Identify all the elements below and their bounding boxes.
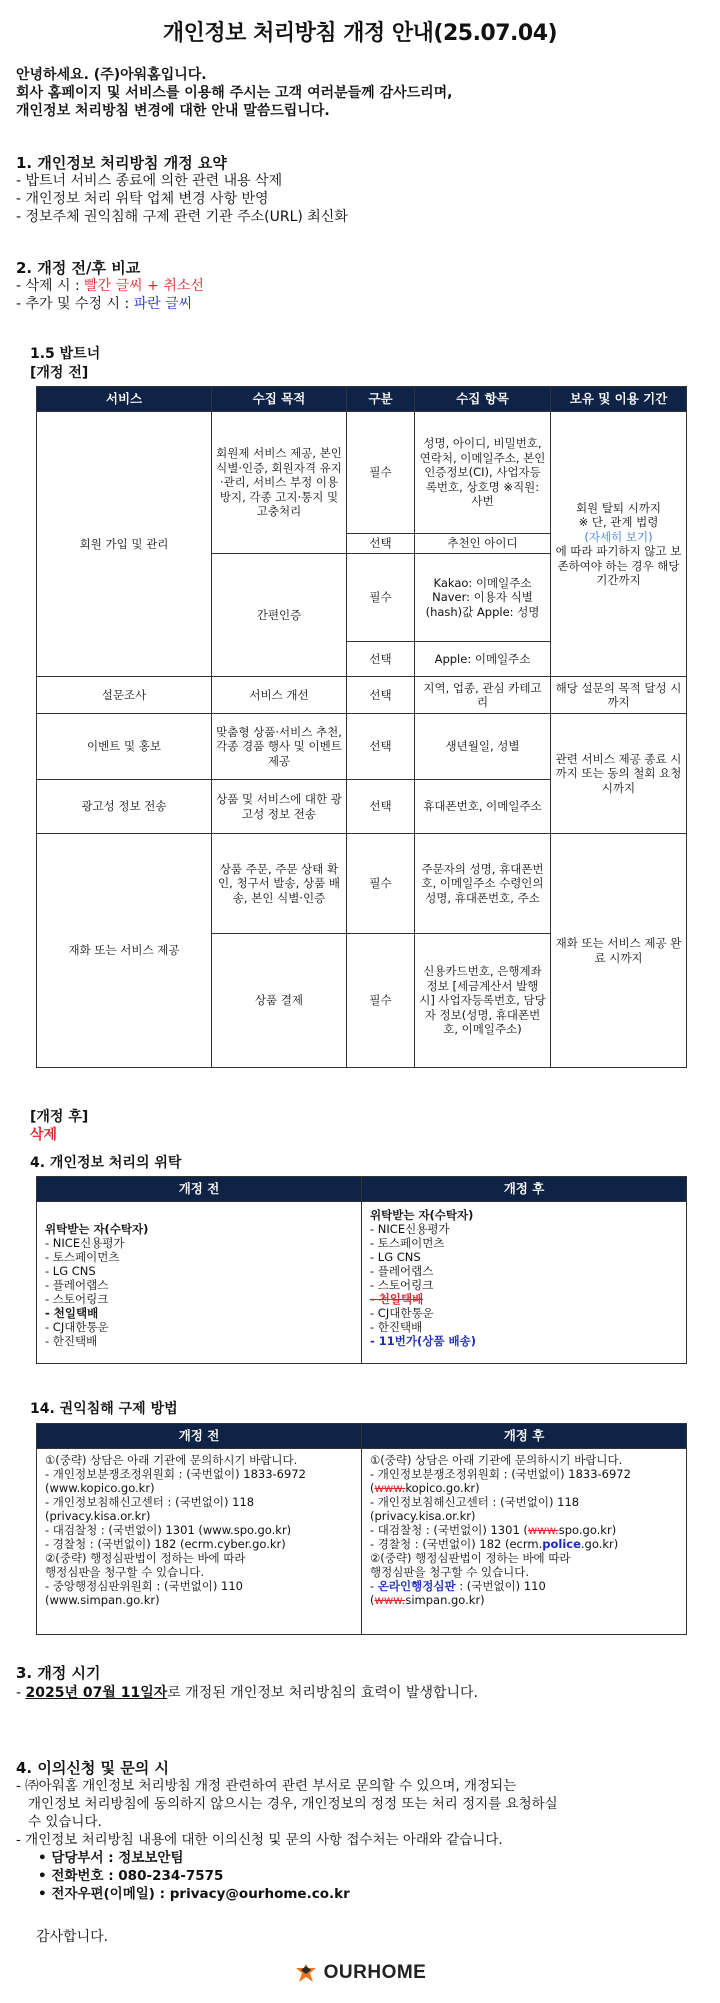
before-label: [개정 전]	[30, 365, 89, 381]
cell-type: 필수	[347, 554, 415, 642]
intro-text	[16, 66, 453, 120]
cell-purpose: 상품 및 서비스에 대한 광고성 정보 전송	[212, 780, 347, 834]
section-1-item: - 정보주체 권익침해 구제 관련 기관 주소(URL) 최신화	[16, 209, 348, 225]
cell-type: 선택	[347, 714, 415, 780]
agency-line: - 개인정보침해신고센터 : (국번없이) 118	[370, 1495, 580, 1509]
inquiry-text: - 개인정보 처리방침 내용에 대한 이의신청 및 문의 사항 접수처는 아래와 같습니다.	[16, 1832, 503, 1848]
url-text: (	[370, 1481, 375, 1495]
before-cell	[37, 1202, 362, 1364]
after-label: [개정 후]	[30, 1109, 89, 1125]
agency-line	[370, 1537, 678, 1551]
intro-line-1: 안녕하세요. (주)아워홈입니다.	[16, 67, 207, 83]
cell-items: 성명, 아이디, 비밀번호, 연락처, 이메일주소, 본인인증정보(CI), 사업자등록번호, 상호명 ※직원: 사번	[415, 412, 551, 534]
contact-phone: • 전화번호 : 080-234-7575	[38, 1868, 224, 1884]
agency-url: (privacy.kisa.or.kr)	[45, 1509, 151, 1523]
remedy-intro: ②(중략) 행정심판법이 정하는 바에 따라	[370, 1551, 571, 1565]
cell-service: 설문조사	[37, 677, 212, 714]
deleted-text: www.	[374, 1593, 406, 1607]
agency-text: - 대검찰청 : (국번없이) 1301 (	[370, 1523, 528, 1537]
after-deleted: 삭제	[30, 1127, 58, 1143]
list-item: - NICE신용평가	[45, 1236, 125, 1250]
cell-type: 선택	[347, 780, 415, 834]
cell-purpose: 상품 주문, 주문 상태 확인, 청구서 발송, 상품 배송, 본인 식별·인증	[212, 834, 347, 934]
legend-add-style: 파란 글씨	[133, 296, 193, 312]
cell-service: 광고성 정보 전송	[37, 780, 212, 834]
deleted-text: www.	[527, 1523, 559, 1537]
col-header-after: 개정 후	[362, 1424, 687, 1449]
after-cell	[362, 1202, 687, 1364]
list-item: - LG CNS	[370, 1250, 421, 1264]
before-cell	[37, 1449, 362, 1635]
list-item: - LG CNS	[45, 1264, 96, 1278]
col-header: 수집 항목	[415, 387, 551, 412]
remedy-intro: ①(중략) 상담은 아래 기관에 문의하시기 바랍니다.	[45, 1453, 298, 1467]
list-item: - 한진택배	[45, 1334, 98, 1348]
section-4-heading: 4. 개인정보 처리의 위탁	[30, 1155, 182, 1171]
effective-date: 2025년 07월 11일자	[25, 1685, 168, 1701]
cell-items: 주문자의 성명, 휴대폰번호, 이메일주소 수령인의 성명, 휴대폰번호, 주소	[415, 834, 551, 934]
cell-retention: 관련 서비스 제공 종료 시까지 또는 동의 철회 요청 시까지	[551, 714, 687, 834]
cell-items: 휴대폰번호, 이메일주소	[415, 780, 551, 834]
cell-purpose: 간편인증	[212, 554, 347, 677]
bullet: -	[16, 1685, 26, 1701]
page-title: 개인정보 처리방침 개정 안내(25.07.04)	[162, 21, 558, 46]
babtner-table	[36, 386, 687, 1068]
agency-text: - 경찰청 : (국번없이) 182 (ecrm.	[370, 1537, 543, 1551]
ourhome-logo-text: OURHOME	[323, 1962, 427, 1983]
inquiry-body	[16, 1777, 706, 1903]
cell-purpose: 맞춤형 상품·서비스 추천, 각종 경품 행사 및 이벤트 제공	[212, 714, 347, 780]
legend-delete-style: 빨간 글씨 + 취소선	[84, 278, 204, 294]
legend-add-label: - 추가 및 수정 시 :	[16, 296, 134, 312]
retention-text: 회원 탈퇴 시까지	[575, 500, 662, 515]
cell-service: 이벤트 및 홍보	[37, 714, 212, 780]
list-item: - 천일택배	[45, 1306, 99, 1320]
added-text: police	[542, 1537, 581, 1551]
section-14-heading: 14. 권익침해 구제 방법	[30, 1401, 178, 1417]
outsourcing-table	[36, 1176, 687, 1364]
inquiry-text: - ㈜아워홈 개인정보 처리방침 개정 관련하여 관련 부서로 문의할 수 있으며, 개정되는	[16, 1778, 517, 1794]
cell-type: 선택	[347, 677, 415, 714]
remedy-table	[36, 1423, 687, 1635]
inquiry-heading: 4. 이의신청 및 문의 시	[16, 1759, 169, 1777]
section-15-heading: 1.5 밥트너	[30, 346, 101, 362]
list-item: - 토스페이먼츠	[45, 1250, 120, 1264]
list-item: - NICE신용평가	[370, 1222, 450, 1236]
cell-service: 회원 가입 및 관리	[37, 412, 212, 677]
consignee-label: 위탁받는 자(수탁자)	[370, 1208, 474, 1222]
intro-line-2: 회사 홈페이지 및 서비스를 이용해 주시는 고객 여러분들께 감사드리며,	[16, 85, 453, 101]
cell-retention	[551, 412, 687, 677]
section-1-item: - 개인정보 처리 위탁 업체 변경 사항 반영	[16, 191, 269, 207]
list-item: - 한진택배	[370, 1320, 423, 1334]
effective-date-text	[16, 1684, 478, 1702]
col-header: 수집 목적	[212, 387, 347, 412]
list-item: - 플레어랩스	[370, 1264, 434, 1278]
inquiry-text: 수 있습니다.	[28, 1814, 102, 1830]
thanks-text: 감사합니다.	[36, 1929, 109, 1945]
cell-type: 필수	[347, 412, 415, 534]
added-item: - 11번가(상품 배송)	[370, 1334, 476, 1348]
retention-text: 에 따라 파기하지 않고 보존하여야 하는 경우 해당 기간까지	[555, 544, 682, 587]
intro-line-3: 개인정보 처리방침 변경에 대한 안내 말씀드립니다.	[16, 103, 330, 119]
contact-dept: • 담당부서 : 정보보안팀	[38, 1850, 184, 1866]
cell-items: 생년월일, 성별	[415, 714, 551, 780]
deleted-item: - 천일택배	[370, 1292, 424, 1306]
agency-line: - 중앙행정심판위원회 : (국번없이) 110	[45, 1579, 243, 1593]
agency-line: - 대검찰청 : (국번없이) 1301 (www.spo.go.kr)	[45, 1523, 292, 1537]
col-header-after: 개정 후	[362, 1177, 687, 1202]
agency-line: - 개인정보분쟁조정위원회 : (국번없이) 1833-6972	[370, 1467, 631, 1481]
url-text: kopico.go.kr)	[405, 1481, 480, 1495]
section-3-heading: 3. 개정 시기	[16, 1664, 101, 1682]
col-header: 서비스	[37, 387, 212, 412]
url-text: spo.go.kr)	[558, 1523, 617, 1537]
ourhome-logo-icon	[294, 1962, 318, 1984]
url-text: (	[370, 1593, 375, 1607]
details-link[interactable]: (자세히 보기)	[584, 529, 653, 544]
after-cell	[362, 1449, 687, 1635]
cell-items: 추천인 아이디	[415, 534, 551, 554]
col-header: 구분	[347, 387, 415, 412]
list-item: - CJ대한통운	[45, 1320, 109, 1334]
legend-delete-label: - 삭제 시 :	[16, 278, 85, 294]
contact-email[interactable]: • 전자우편(이메일) : privacy@ourhome.co.kr	[38, 1886, 350, 1902]
col-header-before: 개정 전	[37, 1177, 362, 1202]
cell-items: 신용카드번호, 은행계좌정보 [세금계산서 발행 시] 사업자등록번호, 담당자 정보(성명, 휴대폰번호, 이메일주소)	[415, 934, 551, 1068]
col-header-before: 개정 전	[37, 1424, 362, 1449]
deleted-text: www.	[374, 1481, 406, 1495]
agency-line: - 개인정보분쟁조정위원회 : (국번없이) 1833-6972	[45, 1467, 306, 1481]
cell-type: 필수	[347, 834, 415, 934]
list-item: - 플레어랩스	[45, 1278, 109, 1292]
cell-service: 재화 또는 서비스 제공	[37, 834, 212, 1068]
cell-items: Apple: 이메일주소	[415, 642, 551, 677]
list-item: - CJ대한통운	[370, 1306, 434, 1320]
ourhome-logo	[0, 1962, 720, 1988]
remedy-intro: ②(중략) 행정심판법이 정하는 바에 따라	[45, 1551, 246, 1565]
agency-line: - 경찰청 : (국번없이) 182 (ecrm.cyber.go.kr)	[45, 1537, 286, 1551]
retention-text: ※ 단, 관계 법령	[578, 515, 659, 529]
agency-url: (www.simpan.go.kr)	[45, 1593, 160, 1607]
remedy-intro: ①(중략) 상담은 아래 기관에 문의하시기 바랍니다.	[370, 1453, 623, 1467]
effective-text: 로 개정된 개인정보 처리방침의 효력이 발생합니다.	[167, 1685, 479, 1701]
cell-type: 선택	[347, 534, 415, 554]
cell-retention: 재화 또는 서비스 제공 완료 시까지	[551, 834, 687, 1068]
cell-purpose: 서비스 개선	[212, 677, 347, 714]
agency-text: -	[370, 1579, 378, 1593]
cell-retention: 해당 설문의 목적 달성 시까지	[551, 677, 687, 714]
agency-line: - 개인정보침해신고센터 : (국번없이) 118	[45, 1495, 255, 1509]
list-item: - 스토어링크	[45, 1292, 109, 1306]
list-item: - 스토어링크	[370, 1278, 434, 1292]
agency-line	[370, 1523, 678, 1537]
section-1-item: - 밥트너 서비스 종료에 의한 관련 내용 삭제	[16, 173, 283, 189]
added-text: 온라인행정심판	[377, 1579, 456, 1593]
cell-items: Kakao: 이메일주소 Naver: 이용자 식별(hash)값 Apple: 성명	[415, 554, 551, 642]
remedy-intro: 행정심판을 청구할 수 있습니다.	[45, 1565, 205, 1579]
agency-url	[370, 1481, 678, 1495]
agency-url	[370, 1593, 678, 1607]
agency-text: : (국번없이) 110	[455, 1579, 546, 1593]
agency-url: (privacy.kisa.or.kr)	[370, 1509, 476, 1523]
inquiry-text: 개인정보 처리방침에 동의하지 않으시는 경우, 개인정보의 정정 또는 처리 정지를 요청하실	[28, 1796, 558, 1812]
list-item: - 토스페이먼츠	[370, 1236, 445, 1250]
cell-type: 선택	[347, 642, 415, 677]
legend	[16, 277, 204, 313]
section-1-list	[16, 172, 348, 226]
col-header: 보유 및 이용 기간	[551, 387, 687, 412]
remedy-intro: 행정심판을 청구할 수 있습니다.	[370, 1565, 530, 1579]
section-1-heading: 1. 개인정보 처리방침 개정 요약	[16, 154, 227, 172]
cell-type: 필수	[347, 934, 415, 1068]
agency-url: (www.kopico.go.kr)	[45, 1481, 155, 1495]
url-text: simpan.go.kr)	[405, 1593, 485, 1607]
cell-items: 지역, 업종, 관심 카테고리	[415, 677, 551, 714]
agency-line	[370, 1579, 678, 1593]
cell-purpose: 회원제 서비스 제공, 본인 식별·인증, 회원자격 유지·관리, 서비스 부정 이용 방지, 각종 고지·통지 및 고충처리	[212, 412, 347, 554]
cell-purpose: 상품 결제	[212, 934, 347, 1068]
section-2-heading: 2. 개정 전/후 비교	[16, 259, 141, 277]
url-text: .go.kr)	[580, 1537, 619, 1551]
consignee-label: 위탁받는 자(수탁자)	[45, 1222, 149, 1236]
